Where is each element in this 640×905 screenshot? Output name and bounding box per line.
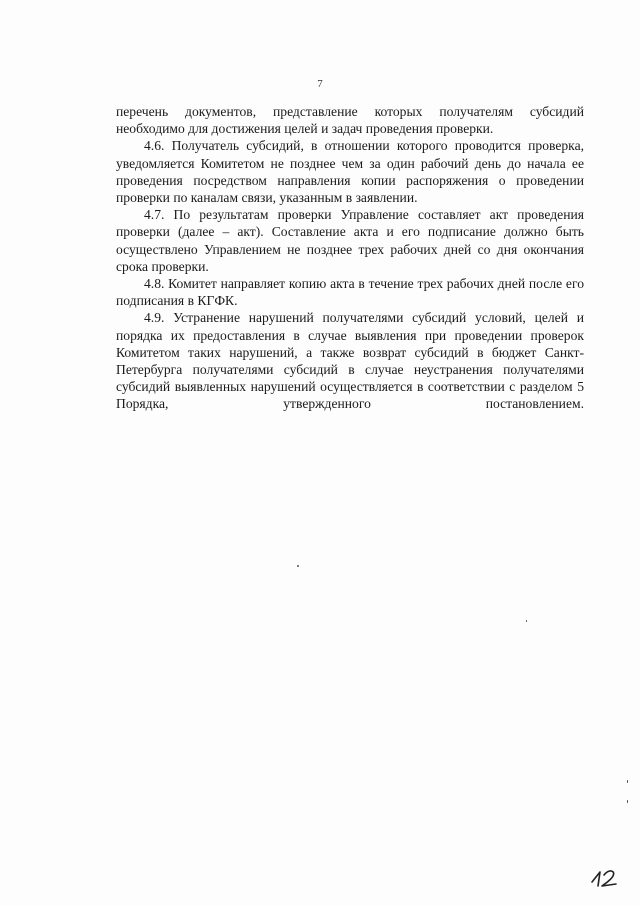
- document-body: [116, 103, 584, 413]
- scan-speck: [627, 780, 628, 783]
- paragraph-4-7: 4.7. По результатам проверки Управление составляет акт проведения проверки (далее – акт). Составление акта и его подписание должно быть осуществлено Управлением не позднее трех рабочих дней со дня окончания срока проверки.: [116, 207, 584, 274]
- page-number: 7: [317, 78, 323, 90]
- handwritten-page-mark: [588, 862, 624, 890]
- paragraph-4-8: 4.8. Комитет направляет копию акта в течение трех рабочих дней после его подписания в КГФК.: [116, 276, 584, 309]
- paragraph-4-9: 4.9. Устранение нарушений получателями субсидий условий, целей и порядка их предоставления в случае выявления при проведении проверок Комитетом таких нарушений, а также возврат субсидий в бюджет Санкт-Петербурга получателями субсидий в случае неустранения получателями субсидий выявленных нарушений осуществляется в соответствии с разделом 5 Порядка, утвержденного постановлением.: [116, 310, 584, 412]
- paragraph-continuation: перечень документов, представление которых получателям субсидий необходимо для достижения целей и задач проведения проверки.: [116, 104, 584, 137]
- paragraph-4-6: 4.6. Получатель субсидий, в отношении которого проводится проверка, уведомляется Комитетом не позднее чем за один рабочий день до начала ее проведения посредством направления копии распоряжения о проведении проверки по каналам связи, указанным в заявлении.: [116, 138, 584, 206]
- scan-speck: [627, 800, 628, 803]
- scan-speck: [297, 565, 299, 567]
- scan-speck: [526, 620, 527, 622]
